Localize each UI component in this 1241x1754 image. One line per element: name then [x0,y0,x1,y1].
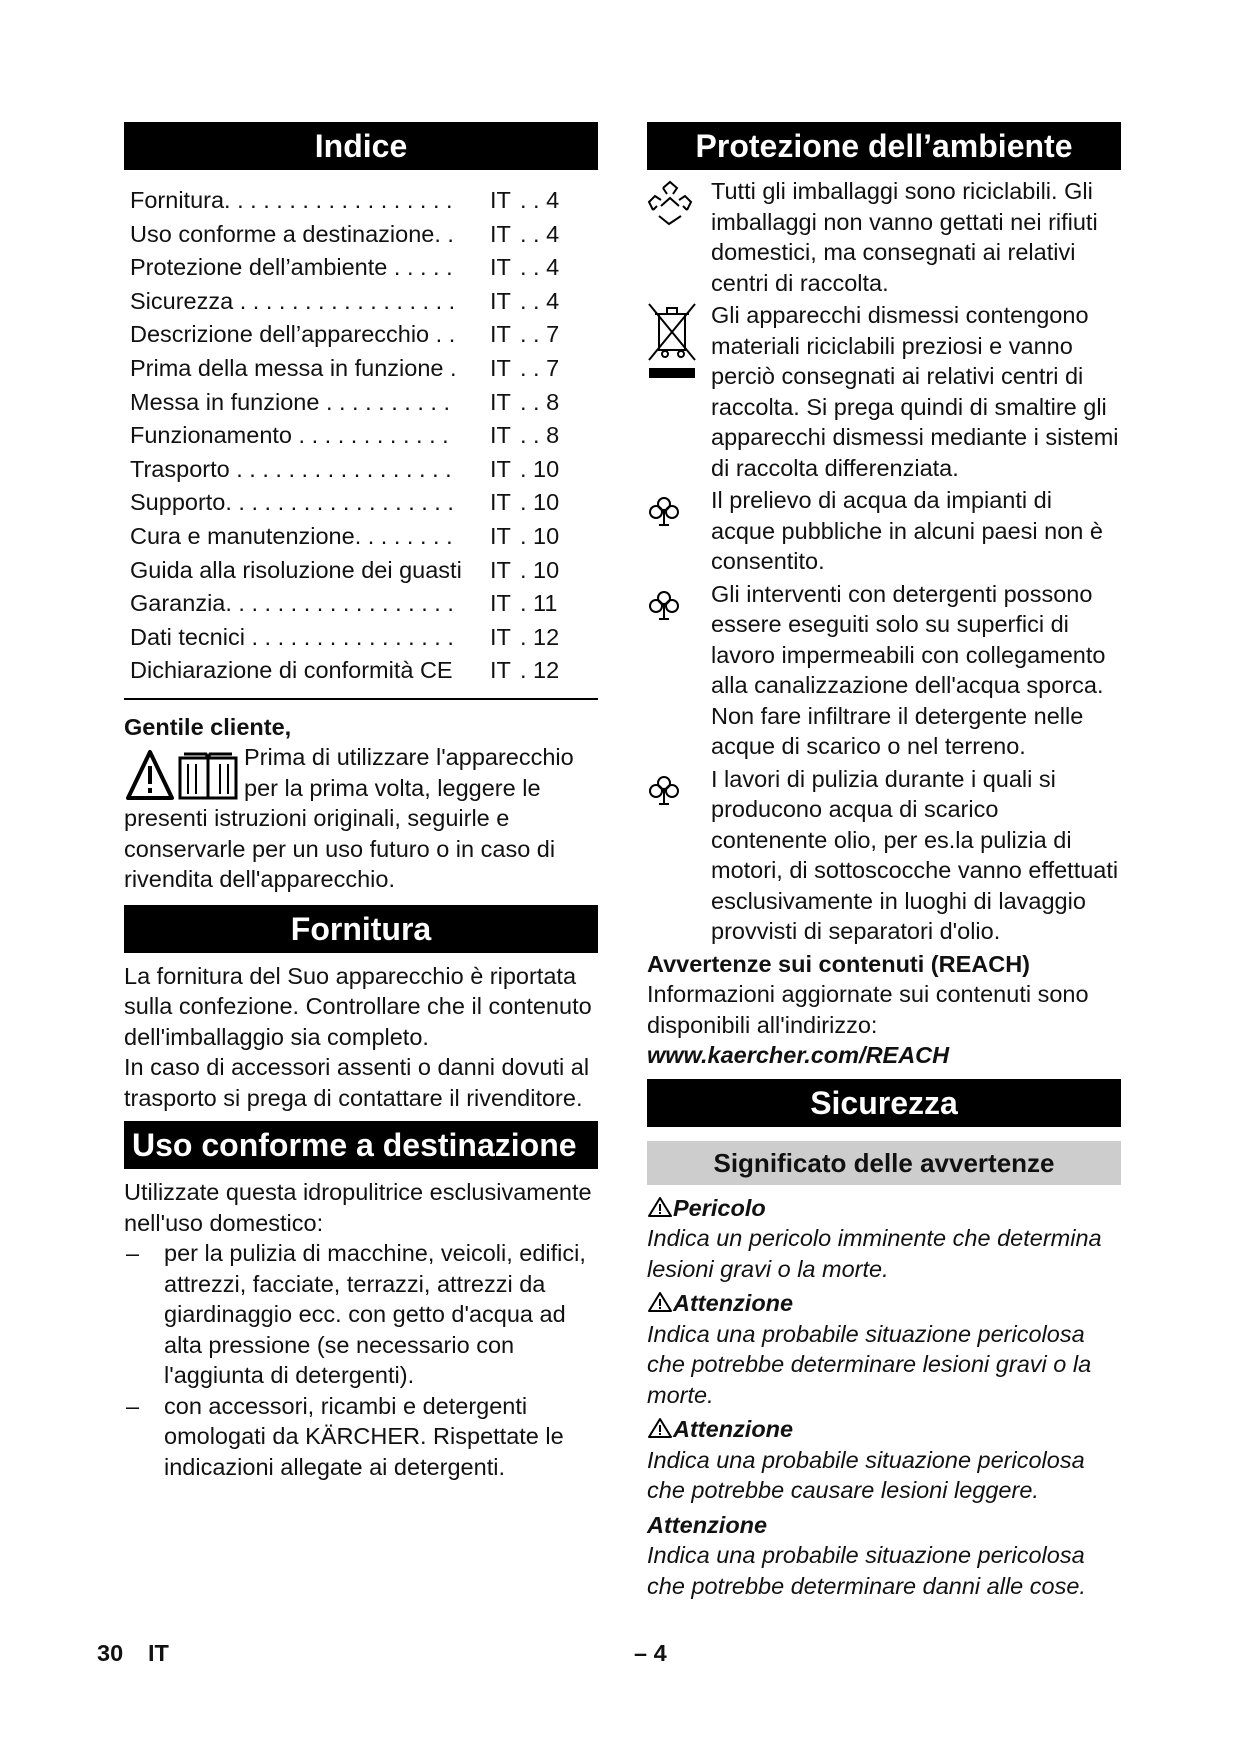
warning-title [647,1414,1121,1445]
toc-entry-lang: IT [490,321,511,348]
toc-entry-page: . . 8 [520,422,560,449]
warning-triangle-icon [647,1195,673,1221]
toc-entry-title: Trasporto . . . . . . . . . . . . . . . . . [130,455,452,482]
toc-entry-title: Supporto. . . . . . . . . . . . . . . . . . [130,489,454,516]
intro-text: Prima di utilizzare l'apparecchio per la prima volta, leggere le presenti istruzioni originali, seguirle e conservarle per un uso futuro o in caso di rivendita dell'apparecchio. [124,744,574,893]
toc-entry-page: . 10 [520,522,560,549]
toc-entry-lang: IT [490,590,511,617]
toc-entry [130,352,598,386]
warning-description: Indica una probabile situazione pericolosa che potrebbe causare lesioni leggere. [647,1446,1085,1503]
environment-tree-icon [647,495,681,537]
toc-entry [130,486,598,520]
warning-title [647,1510,1121,1541]
environment-tree-icon [647,589,681,631]
toc-entry-lang: IT [490,556,511,583]
environment-list [647,176,1121,947]
warning-triangle-icon [647,1290,673,1316]
toc-entry [130,621,598,655]
index-heading: Indice [124,122,598,170]
toc-entry-lang: IT [490,220,511,247]
toc-entry-title: Protezione dell’ambiente . . . . . [130,254,453,281]
toc-entry-page: . . 4 [520,187,560,213]
environment-item-text: I lavori di pulizia durante i quali si producono acqua di scarico contenente olio, per es.la pulizia di motori, di sottoscocche vanno effettuati esclusivamente in luoghi di lavaggio provvisti di separatori d'olio. [711,765,1119,944]
toc-entry-page: . 12 [520,657,560,684]
greeting: Gentile cliente, [124,713,292,740]
divider [124,698,598,700]
right-column [647,122,1121,1601]
crossed-bin-icon [647,302,697,396]
toc-entry [130,419,598,453]
toc-entry-page: . . 4 [520,220,560,247]
toc-entry-page: . 12 [520,623,560,650]
toc-entry-lang: IT [490,287,511,314]
reach-text: Informazioni aggiornate sui contenuti sono disponibili all'indirizzo: [647,981,1089,1038]
toc-entry-lang: IT [490,254,511,281]
table-of-contents [124,184,598,688]
toc-entry-title: Garanzia. . . . . . . . . . . . . . . . . . [130,590,454,617]
toc-entry-title: Dati tecnici . . . . . . . . . . . . . . . . [130,623,454,650]
warning-title [647,1193,1121,1224]
toc-entry [130,184,598,218]
left-column [124,122,598,1482]
warning-description: Indica una probabile situazione pericolosa che potrebbe determinare danni alle cose. [647,1542,1086,1599]
toc-entry-title: Cura e manutenzione. . . . . . . . [130,522,453,549]
warning-title [647,1288,1121,1319]
warning-description: Indica un pericolo imminente che determina lesioni gravi o la morte. [647,1225,1102,1282]
toc-entry [130,520,598,554]
environment-item-text: Tutti gli imballaggi sono riciclabili. Gli imballaggi non vanno gettati nei rifiuti domestici, ma consegnati ai relativi centri di raccolta. [711,178,1098,296]
toc-entry [130,587,598,621]
list-item-text: con accessori, ricambi e detergenti omologati da KÄRCHER. Rispettate le indicazioni allegate ai detergenti. [164,1392,564,1480]
warning-title-text: Attenzione [673,1290,794,1316]
environment-item-text: Gli apparecchi dismessi contengono materiali riciclabili preziosi e vanno perciò consegnati ai relativi centri di raccolta. Si prega quindi di smaltire gli apparecchi dismessi mediante i sistemi di raccolta differenziata. [711,302,1119,481]
toc-entry-page: . . 8 [520,388,560,415]
toc-entry-title: Guida alla risoluzione dei guasti [130,556,462,583]
toc-entry-page: . . 7 [520,321,560,348]
environment-item-text: Gli interventi con detergenti possono essere eseguiti solo su superfici di lavoro impermeabili con collegamento alla canalizzazione dell'acqua sporca. Non fare infiltrare il detergente nelle acque di scarico o nel terreno. [711,580,1106,759]
environment-tree-icon [647,774,681,816]
fornitura-heading: Fornitura [124,905,598,953]
warning-triangle-icon [647,1416,673,1442]
environment-item [647,485,1121,577]
toc-entry [130,251,598,285]
toc-entry-page: . . 7 [520,354,560,381]
toc-entry [130,453,598,487]
list-dash: – [126,1240,140,1267]
list-item [124,1391,598,1483]
recycle-icon [647,180,693,234]
toc-entry-page: . . 4 [520,254,560,281]
toc-entry [130,218,598,252]
toc-entry-page: . . 4 [520,287,560,314]
toc-entry-lang: IT [490,657,511,684]
toc-entry-title: Dichiarazione di conformità CE [130,657,453,684]
intro-paragraph [124,742,598,895]
warning-description: Indica una probabile situazione pericolosa che potrebbe determinare lesioni gravi o la morte. [647,1320,1092,1408]
toc-entry-title: Sicurezza . . . . . . . . . . . . . . . . . [130,287,456,314]
warnings-subheading: Significato delle avvertenze [647,1141,1121,1185]
page-number: 30 [97,1640,124,1666]
environment-item [647,176,1121,298]
environment-item [647,579,1121,762]
list-item-text: per la pulizia di macchine, veicoli, edifici, attrezzi, facciate, terrazzi, attrezzi da giardinaggio ecc. con getto d'acqua ad alta pressione (se necessario con l'aggiunta di detergenti). [164,1240,586,1389]
toc-entry-lang: IT [490,455,511,482]
environment-item [647,300,1121,483]
toc-entry-title: Fornitura. . . . . . . . . . . . . . . . . . [130,187,453,213]
environment-item [647,764,1121,947]
list-item [124,1238,598,1391]
toc-entry-title: Uso conforme a destinazione. . [130,220,454,247]
toc-entry-title: Messa in funzione . . . . . . . . . . [130,388,450,415]
warning-title-text: Attenzione [647,1511,768,1538]
uso-heading: Uso conforme a destinazione [124,1121,598,1169]
toc-entry-page: . 10 [520,556,560,583]
toc-entry-lang: IT [490,388,511,415]
toc-entry-lang: IT [490,354,511,381]
environment-item-text: Il prelievo di acqua da impianti di acque pubbliche in alcuni paesi non è consentito. [711,487,1103,574]
uso-intro: Utilizzate questa idropulitrice esclusivamente nell'uso domestico: [124,1179,592,1236]
footer-language: IT [148,1640,169,1666]
toc-entry [130,285,598,319]
toc-entry-title: Funzionamento . . . . . . . . . . . . [130,422,449,449]
toc-entry [130,318,598,352]
toc-entry-lang: IT [490,422,511,449]
toc-entry-title: Descrizione dell’apparecchio . . [130,321,456,348]
toc-entry-lang: IT [490,522,511,549]
list-dash: – [126,1392,140,1419]
toc-entry-page: . 10 [520,455,560,482]
warnings-list [647,1193,1121,1602]
warning-manual-icon [124,746,240,802]
warning-title-text: Attenzione [673,1416,794,1442]
toc-entry-page: . 11 [520,590,558,617]
fornitura-paragraph-1: La fornitura del Suo apparecchio è riportata sulla confezione. Controllare che il contenuto dell'imballaggio sia completo. [124,962,592,1050]
toc-entry [130,654,598,688]
toc-entry-lang: IT [490,489,511,516]
warning-title-text: Pericolo [673,1194,766,1221]
toc-entry [130,554,598,588]
reach-heading: Avvertenze sui contenuti (REACH) [647,950,1031,977]
toc-entry-page: . 10 [520,489,560,516]
fornitura-paragraph-2: In caso di accessori assenti o danni dovuti al trasporto si prega di contattare il rivenditore. [124,1054,590,1111]
section-page: – 4 [634,1640,667,1666]
environment-heading: Protezione dell’ambiente [647,122,1121,170]
toc-entry [130,386,598,420]
toc-entry-lang: IT [490,623,511,650]
safety-heading: Sicurezza [647,1079,1121,1127]
reach-link[interactable]: www.kaercher.com/REACH [647,1042,950,1068]
toc-entry-lang: IT [490,187,511,213]
toc-entry-title: Prima della messa in funzione . [130,354,457,381]
